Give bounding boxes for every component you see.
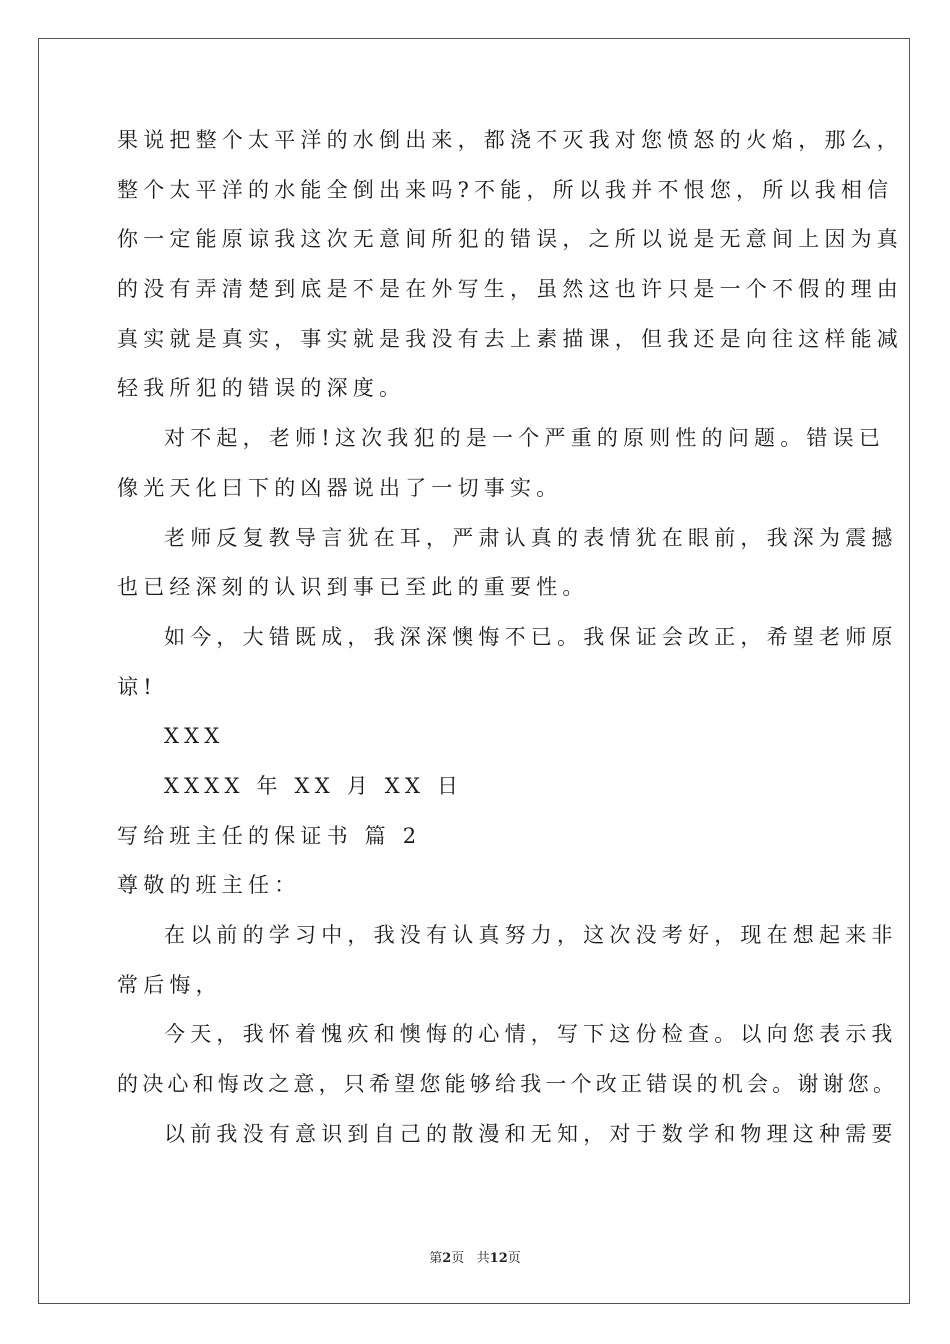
text-line-17: [117, 919, 898, 951]
line-text: 写给班主任的保证书 篇 2: [117, 823, 422, 848]
text-line-12: [117, 671, 837, 703]
line-text: 谅!: [117, 674, 157, 699]
page-footer: [0, 1247, 950, 1266]
line-text: 你一定能原谅我这次无意间所犯的错误，之所以说是无意间上因为真: [117, 227, 903, 252]
text-line-18: [117, 969, 837, 1001]
text-line-1: [117, 124, 903, 156]
signature-date: [117, 770, 837, 802]
page-prefix: 第: [429, 1251, 443, 1266]
text-line-10: [117, 571, 837, 603]
salutation: [117, 869, 837, 901]
line-text: 的没有弄清楚到底是不是在外写生，虽然这也许只是一个不假的理由: [117, 277, 903, 302]
line-text: 在以前的学习中，我没有认真努力，这次没考好，现在想起来非: [164, 923, 898, 947]
signature-name: [117, 720, 837, 752]
text-line-2: [117, 174, 894, 206]
line-text: 老师反复教导言犹在耳，严肃认真的表情犹在眼前，我深为震撼: [164, 525, 898, 550]
section-heading: [117, 820, 837, 852]
text-line-5: [117, 323, 903, 355]
line-text: XXX: [164, 724, 225, 749]
text-line-7: [117, 422, 886, 454]
line-text: 常后悔，: [117, 972, 222, 997]
page-mid: 页 共: [451, 1251, 490, 1266]
text-line-8: [117, 472, 837, 504]
line-text: 如今，大错既成，我深深懊悔不已。我保证会改正，希望老师原: [164, 624, 898, 649]
page-suffix: 页: [507, 1251, 521, 1266]
document-body: [117, 124, 903, 1167]
line-text: 果说把整个太平洋的水倒出来，都浇不灭我对您愤怒的火焰，那么，: [117, 128, 903, 152]
text-line-19: [117, 1018, 898, 1050]
line-text: 今天，我怀着愧疚和懊悔的心情，写下这份检查。以向您表示我: [164, 1022, 898, 1047]
text-line-11: [117, 621, 898, 653]
line-text: 整个太平洋的水能全倒出来吗?不能，所以我并不恨您，所以我相信: [117, 177, 894, 202]
page-total: 12: [489, 1251, 508, 1266]
line-text: 的决心和悔改之意，只希望您能够给我一个改正错误的机会。谢谢您。: [117, 1072, 899, 1097]
text-line-9: [117, 522, 898, 554]
line-text: 以前我没有意识到自己的散漫和无知，对于数学和物理这种需要: [164, 1121, 898, 1146]
line-text: 对不起，老师!这次我犯的是一个严重的原则性的问题。错误已: [164, 426, 886, 451]
line-text: 尊敬的班主任：: [117, 873, 301, 898]
text-line-3: [117, 223, 903, 255]
page-current: 2: [442, 1251, 452, 1266]
line-text: XXXX 年 XX 月 XX 日: [164, 773, 464, 798]
line-text: 真实就是真实，事实就是我没有去上素描课，但我还是向往这样能减: [117, 326, 903, 351]
text-line-6: [117, 372, 837, 404]
line-text: 也已经深刻的认识到事已至此的重要性。: [117, 575, 589, 600]
line-text: 像光天化曰下的凶器说出了一切事实。: [117, 475, 563, 500]
line-text: 轻我所犯的错误的深度。: [117, 376, 406, 401]
text-line-4: [117, 273, 903, 305]
text-line-21: [117, 1118, 898, 1150]
text-line-20: [117, 1068, 899, 1100]
